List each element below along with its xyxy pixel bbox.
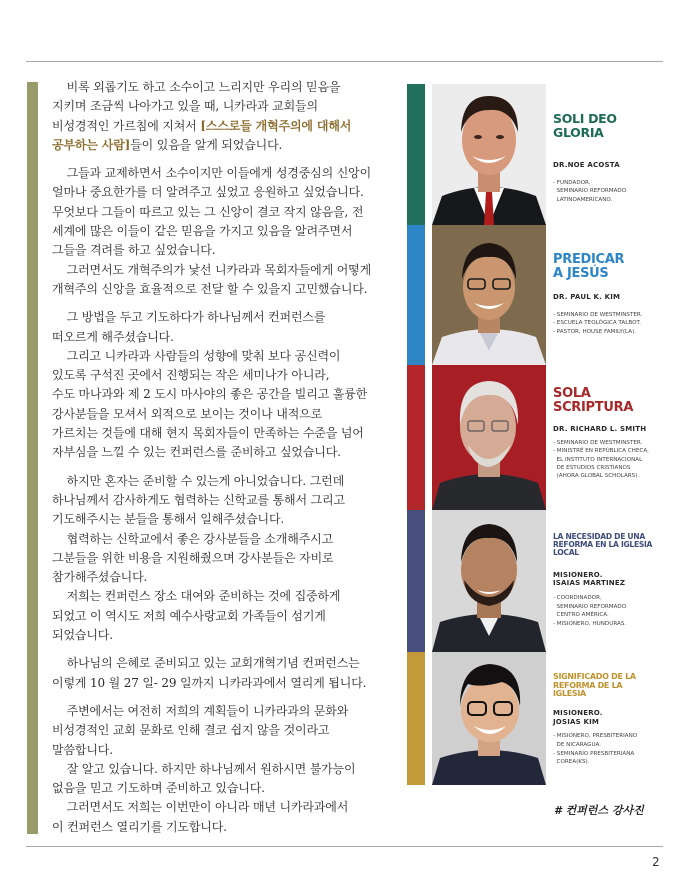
text-run: 얼마나 중요한가를 더 알려주고 싶었고 응원하고 싶었습니다. [52,185,364,200]
text-run: 기도해주시는 분들을 통해서 일해주셨습니다. [52,512,285,527]
description-line: - COORDINADOR, [553,595,602,602]
speaker-topic-title: SOLI DEO GLORIA [553,111,617,140]
strip-gold [407,652,425,785]
text-run: 있도록 구석진 곳에서 진행되는 작은 세미나가 아니라, [52,368,330,383]
text-run: 강사분들을 모셔서 외적으로 보이는 것이나 내적으로 [52,406,323,421]
text-run: 말씀합니다. [52,742,113,757]
body-line [52,607,402,626]
description-line: (AHORA GLOBAL SCHOLARS). [553,473,640,480]
speaker-card-isaias-martinez [553,533,665,629]
speaker-name: MISIONERO. ISAIAS MARTINEZ [553,570,626,588]
description-line: - MINISTRÉ EN REPÚBLICA CHECA, [553,448,649,455]
description-line: SEMINARIO REFORMADO [553,188,627,195]
description-line: - SEMINARIO DE WESTMINSTER. [553,439,643,446]
page-number: 2 [652,855,660,869]
speaker-topic-title: LA NECESIDAD DE UNA REFORMA EN LA IGLESIA LOCAL [553,532,653,558]
text-run: 하나님의 은혜로 준비되고 있는 교회개혁기념 컨퍼런스는 [52,656,360,671]
speaker-photo-richard-smith [432,365,546,510]
text-run: 자부심을 느낄 수 있는 컨퍼런스를 준비하고 싶었습니다. [52,445,341,460]
description-line: - MISIONERO, PRESBITERIANO [553,733,638,740]
text-run: 협력하는 신학교에서 좋은 강사분들을 소개해주시고 [52,531,334,546]
body-line [52,424,402,443]
text-run: 되었고 이 역시도 저희 예수사랑교회 가족들이 섬기게 [52,608,326,623]
strip-blue [407,225,425,365]
body-line [52,530,402,549]
text-run: 주변에서는 여전히 저희의 계획들이 니카라과의 문화와 [52,703,349,718]
body-line [52,385,402,404]
body-paragraph [52,164,402,299]
text-run: 잘 알고 있습니다. 하지만 하나님께서 원하시면 불가능이 [52,761,356,776]
text-run: 그러면서도 개혁주의가 낯선 니카라과 목회자들에게 어떻게 [52,262,372,277]
speaker-topic-title: SIGNIFICADO DE LA REFORMA DE LA IGLESIA [553,672,636,699]
speaker-topic-title: PREDICAR A JESÚS [553,252,625,282]
body-line [52,626,402,645]
speaker-description [553,594,665,629]
speaker-description [553,439,665,481]
strip-green [407,84,425,225]
speaker-description [553,311,665,337]
body-line [52,568,402,587]
strip-navy [407,510,425,652]
description-line: SEMINARIO REFORMADO [553,603,627,610]
strip-red [407,365,425,510]
description-line: COREA(KS). [553,759,590,766]
body-line [52,779,402,798]
body-line [52,347,402,366]
body-line [52,203,402,222]
body-line [52,818,402,837]
top-rule [26,61,663,62]
text-run: 들이 있음을 알게 되었습니다. [130,137,283,152]
text-run: 이 컨퍼런스 열리기를 기도합니다. [52,819,227,834]
body-line [52,760,402,779]
speaker-topic-title: SOLA SCRIPTURA [553,386,634,416]
text-run: 그분들을 위한 비용을 지원해줬으며 강사분들은 자비로 [52,550,334,565]
body-line [52,261,402,280]
description-line: - PASTOR, HOUSE FAMILY(LA). [553,329,637,336]
body-line [52,721,402,740]
speaker-card-acosta [553,112,665,205]
speaker-description [553,732,665,767]
body-line [52,549,402,568]
body-line [52,241,402,260]
text-run: 그들과 교제하면서 소수이지만 이들에게 성경중심의 신앙이 [52,166,372,181]
text-run: 되었습니다. [52,628,113,643]
body-line [52,674,402,693]
body-line [52,443,402,462]
speaker-photo-isaias-martinez [432,510,546,652]
speaker-name: DR. RICHARD L. SMITH [553,425,647,434]
text-run: 무엇보다 그들이 따르고 있는 그 신앙이 결코 작지 않음을, 전 [52,204,364,219]
body-line [52,741,402,760]
speaker-photo-paul-kim [432,225,546,365]
speaker-description [553,179,665,205]
body-line [52,280,402,299]
description-line: DE ESTUDIOS CRISTIANOS [553,464,631,471]
text-run: 비록 외롭기도 하고 소수이고 느리지만 우리의 믿음을 [52,80,341,94]
highlighted-phrase: [스스로들 개혁주의에 대해서 [200,118,352,133]
body-line [52,164,402,183]
article-body [52,78,402,846]
body-line [52,654,402,673]
text-run: 하지만 혼자는 준비할 수 있는게 아니었습니다. 그런데 [52,473,345,488]
body-line [52,328,402,347]
body-line [52,702,402,721]
speakers-caption: # 컨퍼런스 강사진 [554,804,644,817]
body-line [52,472,402,491]
text-run: 그 방법을 두고 기도하다가 하나님께서 컨퍼런스를 [52,310,326,325]
description-line: - SEMINARIO DE WESTMINSTER. [553,311,643,318]
speaker-card-josias-kim [553,673,665,767]
speaker-photo-acosta [432,84,546,225]
description-line: - SEMINARIO PRESBITERIANA [553,750,635,757]
text-run: 그러면서도 저희는 이번만이 아니라 매년 니카라과에서 [52,800,349,815]
body-line [52,366,402,385]
text-run: 지키며 조금씩 나아가고 있을 때, 니카라과 교회들의 [52,99,318,114]
body-line [52,97,402,116]
text-run: 저희는 컨퍼런스 장소 대여와 준비하는 것에 집중하게 [52,589,341,604]
body-line [52,510,402,529]
bottom-rule [26,846,663,847]
body-paragraph [52,702,402,837]
body-paragraph [52,78,402,155]
text-run: 비성경적인 가르침에 지쳐서 [52,118,201,133]
description-line: DE NICARAGUA. [553,742,602,749]
text-run: 개혁주의 신앙을 효율적으로 전달 할 수 있을지 고민했습니다. [52,281,368,296]
body-line [52,405,402,424]
text-run: 비성경적인 교회 문화로 인해 결코 쉽지 않을 것이라고 [52,723,330,738]
body-line [52,308,402,327]
speaker-name: MISIONERO. JOSIAS KIM [553,708,603,726]
text-run: 수도 마나과와 제 2 도시 마사야의 좋은 공간을 빌리고 훌륭한 [52,387,368,402]
body-paragraph [52,472,402,646]
description-line: - MISIONERO, HUNDURAS. [553,621,627,628]
body-line [52,491,402,510]
description-line: - ESCUELA TEOLÓGICA TALBOT. [553,320,642,327]
speaker-photo-josias-kim [432,652,546,785]
speaker-card-richard-smith [553,387,665,481]
speaker-name: DR. PAUL K. KIM [553,293,621,302]
body-line [52,78,402,97]
text-run: 하나님께서 감사하게도 협력하는 신학교를 통해서 그리고 [52,492,345,507]
body-line [52,183,402,202]
body-line [52,117,402,136]
description-line: EL INSTITUTO INTERNACIONAL [553,456,643,463]
body-line [52,587,402,606]
text-run: 이렇게 10 월 27 일- 29 일까지 니카라과에서 열리게 됩니다. [52,675,367,690]
speaker-card-paul-kim [553,253,665,337]
body-paragraph [52,654,402,693]
left-accent-bar [27,82,38,834]
text-run: 그들을 격려를 하고 싶었습니다. [52,243,216,258]
text-run: 그리고 니카라과 사람들의 성향에 맞춰 보다 공신력이 [52,348,341,363]
description-line: - FUNDADOR, [553,179,591,186]
description-line: LATINOAMERICANO. [553,197,613,204]
body-paragraph [52,308,402,462]
body-line [52,798,402,817]
body-line [52,136,402,155]
body-line [52,222,402,241]
text-run: 참가해주셨습니다. [52,570,148,585]
speaker-name: DR.NOE ACOSTA [553,161,620,169]
text-run: 가르치는 것들에 대해 현지 목회자들이 만족하는 수준을 넘어 [52,426,364,441]
text-run: 없음을 믿고 기도하며 준비하고 있습니다. [52,781,265,796]
highlighted-phrase: 공부하는 사람] [52,137,131,152]
text-run: 세계에 많은 이들이 같은 믿음을 가지고 있음을 알려주면서 [52,224,353,239]
description-line: CENTRO AMÉRICA. [553,612,609,619]
text-run: 떠오르게 해주셨습니다. [52,329,174,344]
